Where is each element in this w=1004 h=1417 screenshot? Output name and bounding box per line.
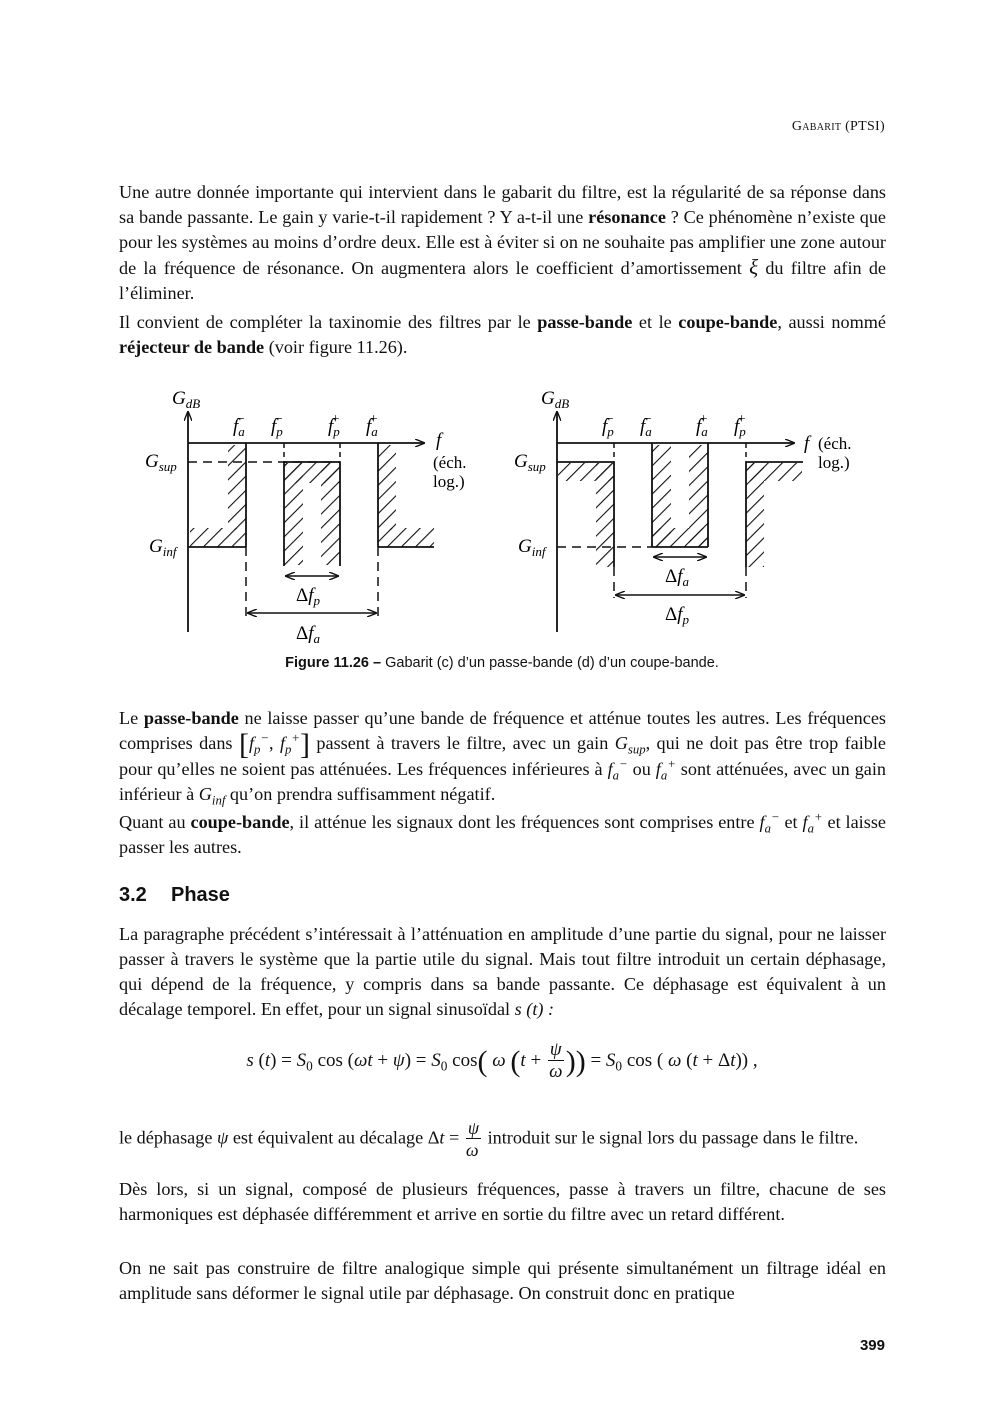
svg-text:Δfa: $\Delta f_a$ bbox=[296, 623, 320, 646]
text: et le bbox=[632, 312, 679, 332]
svg-text:f: f bbox=[804, 433, 810, 454]
text: Il convient de compléter la taxinomie des filtres par le bbox=[119, 312, 538, 332]
svg-text:Ginf: $G_{inf}$ bbox=[149, 536, 177, 559]
paragraph-coupe-bande bbox=[119, 810, 886, 860]
caption-text: Gabarit (c) d’un passe-bande (d) d’un coupe-bande. bbox=[381, 655, 719, 671]
math-fa-plus: $f_a^+$ bbox=[655, 756, 676, 783]
text: , qui ne doit pas être trop faible pour qu’elles ne soient pas atténuées. Les fréquences inférieures à bbox=[119, 733, 886, 779]
math-fa-minus: $f_a^-$ bbox=[759, 809, 780, 836]
bold-term-coupe-bande: coupe-bande bbox=[678, 312, 778, 332]
paragraph-passe-bande: Le passe-bande ne laisse passer qu’une bande de fréquence et atténue toutes les autres. Les fréquences comprises dans [$f_p^-$, $f_p^+$] passent à travers le filtre, avec un gain $G_{sup}$, qui ne doit pas être trop faible pour qu’elles ne soient pas atténuées. Les fréquences inférieures à $f_a^-$ ou $f_a^+$ sont atténuées, avec un gain inférieur à $G_{inf}$ qu’on prendra suffisamment négatif. bbox=[119, 708, 887, 808]
paragraph-construction: On ne sait pas construire de filtre analogique simple qui présente simultanément un filtrage idéal en amplitude sans déformer le signal utile par déphasage. On construit donc en pratique bbox=[119, 1258, 886, 1303]
math-ginf: $G_{inf}$ bbox=[198, 784, 226, 808]
bold-term-rejecteur: réjecteur de bande bbox=[119, 337, 265, 357]
text: , aussi nommé bbox=[777, 312, 886, 332]
eq-lhs: s bbox=[246, 1049, 254, 1071]
svg-text:fa+: $f_a+$ bbox=[366, 412, 378, 439]
text: passent à travers le filtre, avec un gain bbox=[309, 733, 615, 753]
text: ? Ce phénomène n’existe que pour les systèmes au moins d’ordre deux. Elle est à éviter si on ne souhaite pas amplifier une zone autour de la fréquence de résonance. On augmentera alors le coefficient d’amortissement bbox=[119, 207, 886, 278]
fraction-psi-over-omega bbox=[466, 1118, 481, 1161]
svg-text:fp+: $f_p+$ bbox=[328, 412, 340, 439]
math-fa-plus: $f_a^+$ bbox=[802, 809, 823, 836]
paragraph-resonance bbox=[119, 180, 886, 306]
svg-text:fa−: $f_a-$ bbox=[640, 412, 652, 439]
text: sont atténuées, avec un gain inférieur à bbox=[119, 759, 887, 804]
bold-term-passe-bande: passe-bande bbox=[143, 708, 239, 728]
svg-text:fp+: $f_p+$ bbox=[734, 412, 746, 439]
diagram-coupe-bande bbox=[514, 388, 852, 632]
text: Une autre donnée importante qui intervient dans le gabarit du filtre, est la régularité de sa réponse dans sa bande passante. Le gain y varie-t-il rapidement ? Y a-t-il une bbox=[119, 182, 886, 227]
text: = bbox=[444, 1127, 464, 1148]
text: et bbox=[779, 812, 803, 832]
psi-symbol: ψ bbox=[216, 1127, 229, 1148]
svg-text:Δfp: $\Delta f_p$ bbox=[296, 585, 320, 608]
diagram-passe-bande bbox=[145, 388, 467, 646]
equation-phase-shift: s $(t) = S_0$ $\cos (\omega t + \psi) = S_0$ cos( ω (t + $\frac{\psi}{\omega}$ )) = $S_0$ cos ( ω (t + Δt)) , bbox=[246, 1039, 758, 1082]
svg-text:GdB: $G_{dB}$ bbox=[172, 388, 201, 411]
svg-text:Δfa: $\Delta f_a$ bbox=[665, 566, 689, 589]
text: Le bbox=[119, 708, 144, 728]
gabarit-diagrams bbox=[130, 380, 870, 650]
text: , il atténue les signaux dont les fréquences sont comprises entre bbox=[289, 812, 760, 832]
text: et laisse passer les autres. bbox=[119, 812, 886, 857]
text: du filtre afin de l’éliminer. bbox=[119, 258, 886, 303]
svg-text:(éch.: (éch. bbox=[433, 453, 467, 472]
paragraph-delay bbox=[119, 1118, 886, 1161]
section-heading bbox=[119, 884, 230, 907]
text: La paragraphe précédent s’intéressait à l’atténuation en amplitude d’une partie du signal, pour ne laisser passer à travers le système que la partie utile du signal. Mais tout filtre introduit un certain déphasage, qui dépend de la fréquence, y compris dans sa bande passante. Ce déphasage est équivalent à un décalage temporel. En effet, pour un signal sinusoïdal bbox=[119, 924, 886, 1019]
text: ou bbox=[627, 759, 656, 779]
math-s-of-t: s (t) : bbox=[514, 999, 555, 1019]
bracket-close: ] bbox=[299, 728, 310, 761]
math-omega: ω bbox=[465, 1140, 479, 1160]
text: Quant au bbox=[119, 812, 191, 832]
svg-text:log.): log.) bbox=[433, 472, 465, 491]
figure-caption bbox=[0, 655, 1004, 671]
svg-text:fa−: $f_a-$ bbox=[233, 412, 245, 439]
text: (voir figure 11.26). bbox=[264, 337, 408, 357]
paragraph-taxonomy bbox=[119, 310, 886, 360]
fraction-psi-over-omega: $\frac{\psi}{\omega}$ bbox=[549, 1039, 563, 1082]
math-fp-plus: $f_p^+$ bbox=[279, 730, 300, 757]
text: qu’on prendra suffisamment négatif. bbox=[225, 784, 496, 804]
bold-term-resonance: résonance bbox=[588, 207, 666, 227]
page-number: 399 bbox=[859, 1337, 885, 1354]
caption-label: Figure 11.26 – bbox=[285, 655, 382, 671]
svg-text:Δfp: $\Delta f_p$ bbox=[665, 604, 689, 627]
section-title: Phase bbox=[171, 884, 230, 906]
svg-text:(éch.: (éch. bbox=[818, 434, 852, 453]
section-number: 3.2 bbox=[119, 884, 147, 906]
svg-text:f: f bbox=[436, 430, 442, 451]
math-fa-minus: $f_a^-$ bbox=[607, 756, 628, 783]
xi-symbol: ξ bbox=[749, 255, 759, 279]
bold-term-coupe-bande: coupe-bande bbox=[190, 812, 290, 832]
text: introduit sur le signal lors du passage dans le filtre. bbox=[483, 1127, 859, 1148]
svg-text:fa+: $f_a+$ bbox=[696, 412, 708, 439]
svg-text:fp−: $f_p-$ bbox=[271, 412, 283, 439]
svg-text:Ginf: $G_{inf}$ bbox=[518, 536, 546, 559]
svg-text:Gsup: $G_{sup}$ bbox=[514, 451, 546, 474]
text: le déphasage bbox=[119, 1127, 217, 1148]
math-gsup: $G_{sup}$ bbox=[614, 733, 646, 757]
running-head: Gabarit (PTSI) bbox=[791, 119, 885, 134]
figure-11-26 bbox=[130, 380, 870, 650]
paragraph-harmonics: Dès lors, si un signal, composé de plusieurs fréquences, passe à travers un filtre, chacune de ses harmoniques est déphasée différemment et arrive en sortie du filtre avec un retard différent. bbox=[119, 1179, 886, 1224]
svg-text:Gsup: $G_{sup}$ bbox=[145, 451, 177, 474]
svg-text:GdB: $G_{dB}$ bbox=[541, 388, 570, 411]
svg-text:log.): log.) bbox=[818, 453, 850, 472]
math-t: t bbox=[439, 1127, 445, 1148]
text: est équivalent au décalage Δ bbox=[228, 1127, 440, 1148]
bold-term-passe-bande: passe-bande bbox=[537, 312, 633, 332]
math-psi: ψ bbox=[467, 1118, 480, 1138]
math-fp-minus: $f_p^-$ bbox=[248, 730, 269, 757]
paragraph-phase-intro bbox=[119, 922, 886, 1022]
text: ne laisse passer qu’une bande de fréquence et atténue toutes les autres. Les fréquences comprises dans bbox=[119, 708, 886, 753]
bracket-open: [ bbox=[238, 728, 249, 761]
svg-text:fp−: $f_p-$ bbox=[602, 412, 614, 439]
